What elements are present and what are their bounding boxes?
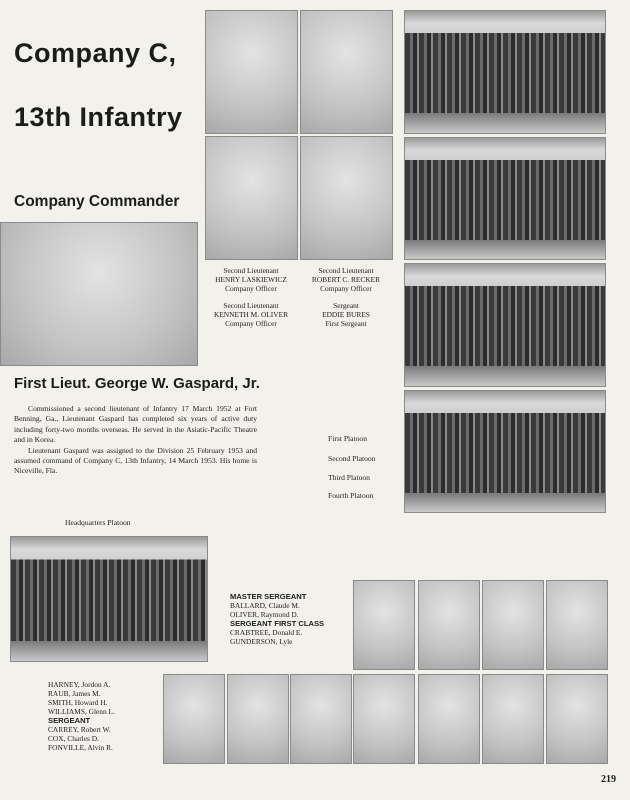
nco-top-caption: MASTER SERGEANT BALLARD, Claude M. OLIVER, Raymond D. SERGEANT FIRST CLASS CRABTREE, Donald E. GUNDERSON, Lyle: [230, 592, 325, 646]
nco-photo-bottom-6: [482, 674, 544, 764]
nco-photo-bottom-4: [353, 674, 415, 764]
nco-photo-top-2: [418, 580, 480, 670]
officer-caption-bures: Sergeant EDDIE BURES First Sergeant: [322, 301, 370, 329]
commander-name: First Lieut. George W. Gaspard, Jr.: [14, 375, 260, 392]
nco-photo-bottom-2: [227, 674, 289, 764]
title-line-2: 13th Infantry: [14, 102, 183, 132]
hq-platoon-photo: [10, 536, 208, 662]
commander-photo: [0, 222, 198, 366]
title-line-1: Company C,: [14, 38, 177, 68]
bio-paragraph-1: Commissioned a second lieutenant of Infantry 17 March 1952 at Fort Benning, Ga., Lieutenant Gaspard has completed six years of active duty including forty-two months overseas. He served in the Asiatic-Pacific Theatre and in Korea.: [14, 404, 257, 445]
nco-bottom-caption: HARNEY, Jordon A. RAUB, James M. SMITH, Howard H. WILLIAMS, Glenn L. SERGEANT CARREY, Robert W. COX, Charles D. FONVILLE, Alvin R.: [48, 680, 115, 752]
officer-photo-recker: [300, 10, 393, 134]
page-number: 219: [601, 774, 616, 785]
platoon-photo-fourth: [404, 390, 606, 513]
nco-photo-bottom-1: [163, 674, 225, 764]
platoon-label-first: First Platoon: [328, 434, 368, 443]
officer-caption-recker: Second Lieutenant ROBERT C. RECKER Company Officer: [311, 266, 381, 294]
nco-photo-bottom-5: [418, 674, 480, 764]
platoon-label-second: Second Platoon: [328, 454, 376, 463]
nco-photo-top-1: [353, 580, 415, 670]
platoon-label-fourth: Fourth Platoon: [328, 491, 374, 500]
officer-photo-laskiewicz: [205, 10, 298, 134]
nco-photo-bottom-7: [546, 674, 608, 764]
officer-caption-laskiewicz: Second Lieutenant HENRY LASKIEWICZ Company Officer: [215, 266, 287, 294]
nco-photo-bottom-3: [290, 674, 352, 764]
nco-photo-top-3: [482, 580, 544, 670]
hq-caption: Headquarters Platoon: [65, 518, 131, 527]
officer-caption-oliver: Second Lieutenant KENNETH M. OLIVER Company Officer: [213, 301, 289, 329]
commander-heading: Company Commander: [14, 193, 180, 210]
platoon-label-third: Third Platoon: [328, 473, 370, 482]
officer-photo-oliver: [205, 136, 298, 260]
platoon-photo-first: [404, 10, 606, 134]
platoon-photo-third: [404, 263, 606, 387]
bio-paragraph-2: Lieutenant Gaspard was assigned to the Division 25 February 1953 and assumed command of Company C, 13th Infantry, 14 March 1953. His home is Niceville, Fla.: [14, 445, 257, 476]
officer-photo-bures: [300, 136, 393, 260]
platoon-photo-second: [404, 137, 606, 260]
commander-bio: [14, 404, 257, 477]
nco-photo-top-4: [546, 580, 608, 670]
